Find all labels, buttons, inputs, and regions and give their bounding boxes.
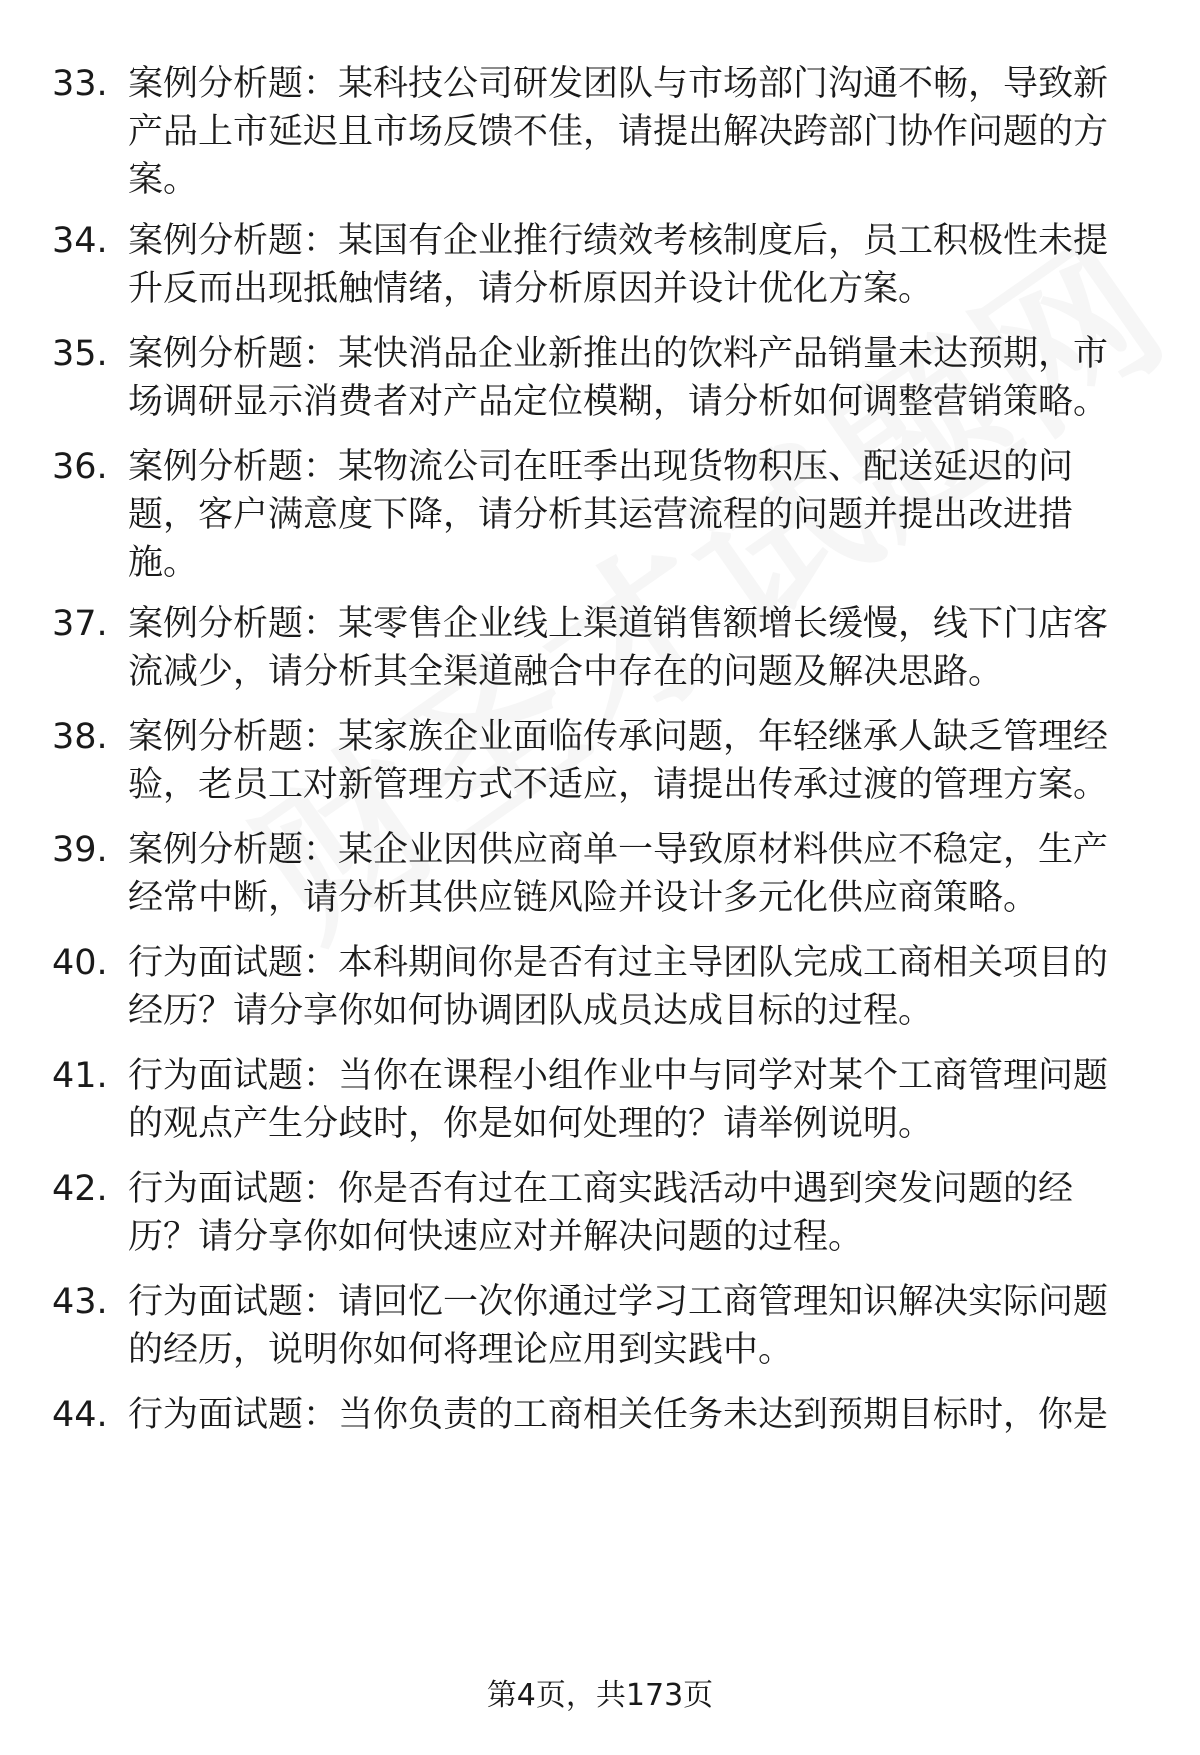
question-text: 行为面试题：当你在课程小组作业中与同学对某个工商管理问题的观点产生分歧时，你是如何处理的？请举例说明。 bbox=[128, 1056, 1109, 1144]
question-number: 33. bbox=[52, 64, 108, 104]
question-text: 案例分析题：某国有企业推行绩效考核制度后，员工积极性未提升反而出现抵触情绪，请分析原因并设计优化方案。 bbox=[128, 221, 1109, 309]
question-text: 行为面试题：本科期间你是否有过主导团队完成工商相关项目的经历？请分享你如何协调团队成员达成目标的过程。 bbox=[128, 943, 1109, 1031]
question-number: 41. bbox=[52, 1056, 108, 1096]
question-text: 行为面试题：当你负责的工商相关任务未达到预期目标时，你是 bbox=[128, 1395, 1109, 1435]
question-number: 38. bbox=[52, 717, 108, 757]
question-number: 37. bbox=[52, 604, 108, 644]
question-text: 案例分析题：某零售企业线上渠道销售额增长缓慢，线下门店客流减少，请分析其全渠道融合中存在的问题及解决思路。 bbox=[128, 604, 1109, 692]
question-number: 43. bbox=[52, 1282, 108, 1322]
question-number: 42. bbox=[52, 1169, 108, 1209]
question-text: 案例分析题：某家族企业面临传承问题，年轻继承人缺乏管理经验，老员工对新管理方式不适应，请提出传承过渡的管理方案。 bbox=[128, 717, 1109, 805]
question-text: 案例分析题：某快消品企业新推出的饮料产品销量未达预期，市场调研显示消费者对产品定位模糊，请分析如何调整营销策略。 bbox=[128, 334, 1109, 422]
question-text: 行为面试题：你是否有过在工商实践活动中遇到突发问题的经历？请分享你如何快速应对并解决问题的过程。 bbox=[128, 1169, 1074, 1257]
question-number: 36. bbox=[52, 447, 108, 487]
question-number: 35. bbox=[52, 334, 108, 374]
question-text: 案例分析题：某企业因供应商单一导致原材料供应不稳定，生产经常中断，请分析其供应链风险并设计多元化供应商策略。 bbox=[128, 830, 1109, 918]
question-text: 案例分析题：某科技公司研发团队与市场部门沟通不畅，导致新产品上市延迟且市场反馈不佳，请提出解决跨部门协作问题的方案。 bbox=[128, 64, 1109, 200]
question-number: 34. bbox=[52, 221, 108, 261]
question-number: 40. bbox=[52, 943, 108, 983]
question-text: 行为面试题：请回忆一次你通过学习工商管理知识解决实际问题的经历，说明你如何将理论应用到实践中。 bbox=[128, 1282, 1109, 1370]
question-text: 案例分析题：某物流公司在旺季出现货物积压、配送延迟的问题，客户满意度下降，请分析其运营流程的问题并提出改进措施。 bbox=[128, 447, 1074, 583]
question-number: 39. bbox=[52, 830, 108, 870]
page-footer: 第4页，共173页 bbox=[486, 1678, 714, 1713]
question-number: 44. bbox=[52, 1395, 108, 1435]
